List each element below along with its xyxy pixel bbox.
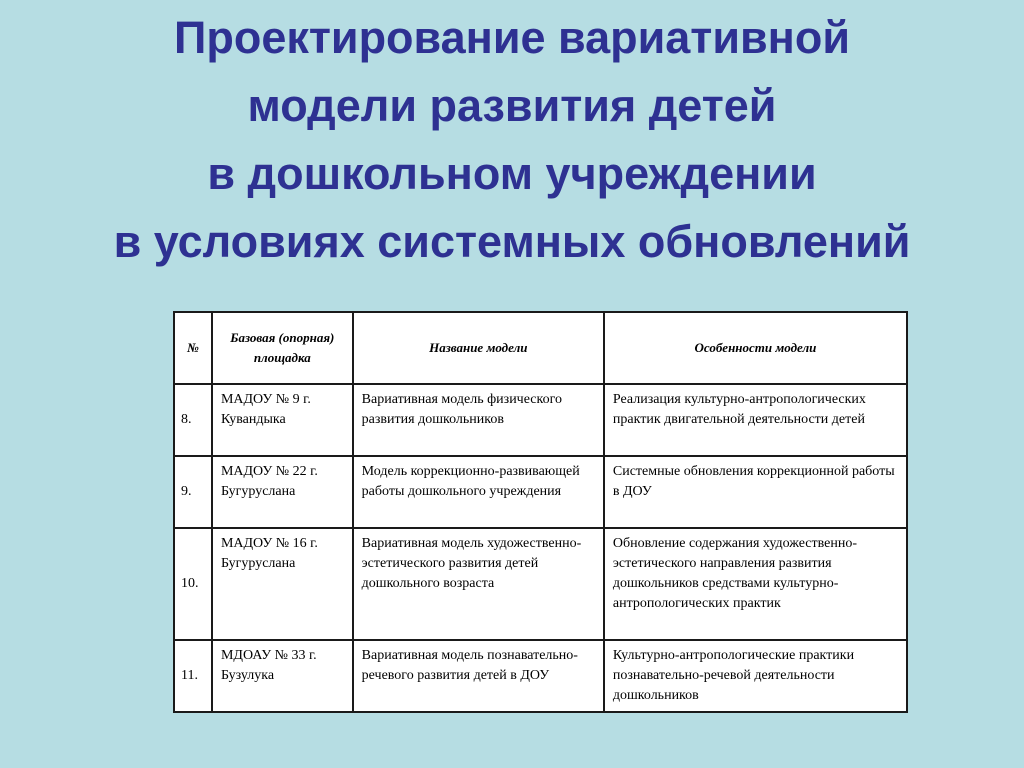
row-number: 11. bbox=[174, 640, 212, 712]
row-site: МАДОУ № 9 г. Кувандыка bbox=[212, 384, 353, 456]
row-features: Реализация культурно-антропологических практик двигательной деятельности детей bbox=[604, 384, 907, 456]
table-row bbox=[174, 384, 907, 456]
row-number: 10. bbox=[174, 528, 212, 640]
row-site: МАДОУ № 22 г. Бугуруслана bbox=[212, 456, 353, 528]
row-number: 9. bbox=[174, 456, 212, 528]
title-line-1: Проектирование вариативной bbox=[174, 12, 850, 63]
title-line-3: в дошкольном учреждении bbox=[207, 148, 817, 199]
row-features: Обновление содержания художественно-эстетического направления развития дошкольников средствами культурно-антропологических практик bbox=[604, 528, 907, 640]
row-model-name: Вариативная модель физического развития дошкольников bbox=[353, 384, 604, 456]
row-site: МАДОУ № 16 г. Бугуруслана bbox=[212, 528, 353, 640]
row-model-name: Вариативная модель познавательно-речевого развития детей в ДОУ bbox=[353, 640, 604, 712]
models-table bbox=[173, 311, 908, 713]
row-site: МДОАУ № 33 г. Бузулука bbox=[212, 640, 353, 712]
header-site: Базовая (опорная) площадка bbox=[212, 312, 353, 384]
header-model-name: Название модели bbox=[353, 312, 604, 384]
row-number: 8. bbox=[174, 384, 212, 456]
title-line-4: в условиях системных обновлений bbox=[113, 216, 911, 267]
slide-title bbox=[0, 4, 1024, 276]
row-features: Системные обновления коррекционной работы в ДОУ bbox=[604, 456, 907, 528]
row-features: Культурно-антропологические практики познавательно-речевой деятельности дошкольников bbox=[604, 640, 907, 712]
row-model-name: Модель коррекционно-развивающей работы дошкольного учреждения bbox=[353, 456, 604, 528]
header-number: № bbox=[174, 312, 212, 384]
row-model-name: Вариативная модель художественно-эстетического развития детей дошкольного возраста bbox=[353, 528, 604, 640]
table-row bbox=[174, 528, 907, 640]
title-line-2: модели развития детей bbox=[247, 80, 777, 131]
table-row bbox=[174, 640, 907, 712]
header-features: Особенности модели bbox=[604, 312, 907, 384]
table-header-row bbox=[174, 312, 907, 384]
table-row bbox=[174, 456, 907, 528]
